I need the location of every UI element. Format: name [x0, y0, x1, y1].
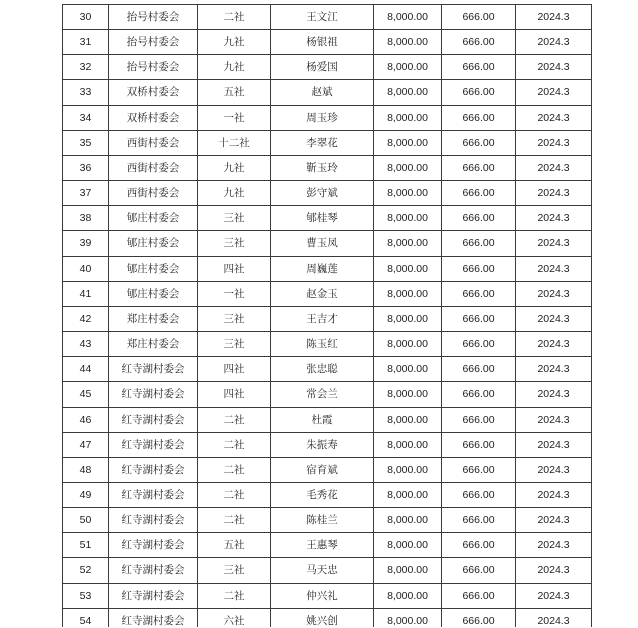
subsidy-cell: 666.00	[442, 105, 516, 130]
amount-cell: 8,000.00	[374, 332, 442, 357]
amount-cell: 8,000.00	[374, 457, 442, 482]
row-number-cell: 33	[63, 80, 109, 105]
table-row	[63, 382, 592, 407]
group-cell: 一社	[198, 281, 271, 306]
row-number-cell: 43	[63, 332, 109, 357]
village-committee-cell: 郑庄村委会	[109, 332, 198, 357]
row-number-cell: 34	[63, 105, 109, 130]
village-committee-cell: 红寺湖村委会	[109, 508, 198, 533]
group-cell: 三社	[198, 332, 271, 357]
table-row	[63, 306, 592, 331]
group-cell: 二社	[198, 583, 271, 608]
row-number-cell: 46	[63, 407, 109, 432]
date-cell: 2024.3	[516, 256, 592, 281]
table-row	[63, 583, 592, 608]
date-cell: 2024.3	[516, 332, 592, 357]
table-row	[63, 332, 592, 357]
group-cell: 十二社	[198, 130, 271, 155]
name-cell: 朱振寿	[271, 432, 374, 457]
village-committee-cell: 红寺湖村委会	[109, 357, 198, 382]
group-cell: 九社	[198, 181, 271, 206]
row-number-cell: 54	[63, 608, 109, 627]
village-committee-cell: 红寺湖村委会	[109, 558, 198, 583]
subsidy-cell: 666.00	[442, 55, 516, 80]
date-cell: 2024.3	[516, 155, 592, 180]
row-number-cell: 50	[63, 508, 109, 533]
date-cell: 2024.3	[516, 206, 592, 231]
subsidy-cell: 666.00	[442, 5, 516, 30]
village-committee-cell: 红寺湖村委会	[109, 533, 198, 558]
row-number-cell: 42	[63, 306, 109, 331]
name-cell: 王文江	[271, 5, 374, 30]
date-cell: 2024.3	[516, 281, 592, 306]
name-cell: 周玉珍	[271, 105, 374, 130]
amount-cell: 8,000.00	[374, 407, 442, 432]
row-number-cell: 40	[63, 256, 109, 281]
date-cell: 2024.3	[516, 432, 592, 457]
group-cell: 二社	[198, 432, 271, 457]
group-cell: 九社	[198, 55, 271, 80]
row-number-cell: 30	[63, 5, 109, 30]
name-cell: 赵金玉	[271, 281, 374, 306]
subsidy-cell: 666.00	[442, 357, 516, 382]
date-cell: 2024.3	[516, 508, 592, 533]
amount-cell: 8,000.00	[374, 231, 442, 256]
table-row	[63, 155, 592, 180]
date-cell: 2024.3	[516, 30, 592, 55]
amount-cell: 8,000.00	[374, 206, 442, 231]
table-row	[63, 55, 592, 80]
amount-cell: 8,000.00	[374, 558, 442, 583]
village-committee-cell: 红寺湖村委会	[109, 482, 198, 507]
name-cell: 彭守斌	[271, 181, 374, 206]
date-cell: 2024.3	[516, 533, 592, 558]
group-cell: 九社	[198, 30, 271, 55]
group-cell: 六社	[198, 608, 271, 627]
group-cell: 五社	[198, 533, 271, 558]
table-row	[63, 80, 592, 105]
amount-cell: 8,000.00	[374, 382, 442, 407]
amount-cell: 8,000.00	[374, 357, 442, 382]
village-committee-cell: 红寺湖村委会	[109, 583, 198, 608]
row-number-cell: 47	[63, 432, 109, 457]
village-committee-cell: 抬号村委会	[109, 55, 198, 80]
group-cell: 三社	[198, 231, 271, 256]
date-cell: 2024.3	[516, 80, 592, 105]
row-number-cell: 35	[63, 130, 109, 155]
amount-cell: 8,000.00	[374, 30, 442, 55]
subsidy-cell: 666.00	[442, 155, 516, 180]
group-cell: 二社	[198, 5, 271, 30]
group-cell: 一社	[198, 105, 271, 130]
group-cell: 四社	[198, 357, 271, 382]
amount-cell: 8,000.00	[374, 306, 442, 331]
name-cell: 陈桂兰	[271, 508, 374, 533]
amount-cell: 8,000.00	[374, 281, 442, 306]
name-cell: 杨银祖	[271, 30, 374, 55]
subsidy-cell: 666.00	[442, 457, 516, 482]
name-cell: 张忠聪	[271, 357, 374, 382]
row-number-cell: 53	[63, 583, 109, 608]
amount-cell: 8,000.00	[374, 533, 442, 558]
table-row	[63, 608, 592, 627]
date-cell: 2024.3	[516, 181, 592, 206]
amount-cell: 8,000.00	[374, 155, 442, 180]
amount-cell: 8,000.00	[374, 181, 442, 206]
date-cell: 2024.3	[516, 583, 592, 608]
village-committee-cell: 双桥村委会	[109, 105, 198, 130]
subsidy-cell: 666.00	[442, 256, 516, 281]
name-cell: 赵斌	[271, 80, 374, 105]
name-cell: 王吉才	[271, 306, 374, 331]
table-body	[63, 5, 592, 628]
name-cell: 马天忠	[271, 558, 374, 583]
village-committee-cell: 双桥村委会	[109, 80, 198, 105]
subsidy-cell: 666.00	[442, 482, 516, 507]
subsidy-cell: 666.00	[442, 181, 516, 206]
name-cell: 周巍莲	[271, 256, 374, 281]
table-row	[63, 105, 592, 130]
group-cell: 二社	[198, 508, 271, 533]
subsidy-cell: 666.00	[442, 533, 516, 558]
village-committee-cell: 郇庄村委会	[109, 231, 198, 256]
amount-cell: 8,000.00	[374, 608, 442, 627]
group-cell: 四社	[198, 256, 271, 281]
subsidy-cell: 666.00	[442, 306, 516, 331]
amount-cell: 8,000.00	[374, 508, 442, 533]
group-cell: 九社	[198, 155, 271, 180]
subsidy-cell: 666.00	[442, 332, 516, 357]
table-row	[63, 533, 592, 558]
date-cell: 2024.3	[516, 482, 592, 507]
village-committee-cell: 红寺湖村委会	[109, 382, 198, 407]
date-cell: 2024.3	[516, 558, 592, 583]
table-row	[63, 432, 592, 457]
name-cell: 宿育斌	[271, 457, 374, 482]
table-row	[63, 281, 592, 306]
amount-cell: 8,000.00	[374, 130, 442, 155]
row-number-cell: 38	[63, 206, 109, 231]
subsidy-cell: 666.00	[442, 30, 516, 55]
date-cell: 2024.3	[516, 130, 592, 155]
table-row	[63, 357, 592, 382]
date-cell: 2024.3	[516, 407, 592, 432]
village-committee-cell: 红寺湖村委会	[109, 457, 198, 482]
table-row	[63, 5, 592, 30]
table-row	[63, 181, 592, 206]
table-row	[63, 407, 592, 432]
village-committee-cell: 红寺湖村委会	[109, 432, 198, 457]
name-cell: 杨爱国	[271, 55, 374, 80]
date-cell: 2024.3	[516, 357, 592, 382]
amount-cell: 8,000.00	[374, 256, 442, 281]
village-committee-cell: 西街村委会	[109, 181, 198, 206]
table-row	[63, 558, 592, 583]
group-cell: 二社	[198, 457, 271, 482]
group-cell: 五社	[198, 80, 271, 105]
row-number-cell: 45	[63, 382, 109, 407]
name-cell: 仲兴礼	[271, 583, 374, 608]
row-number-cell: 32	[63, 55, 109, 80]
subsidy-cell: 666.00	[442, 281, 516, 306]
name-cell: 陈玉红	[271, 332, 374, 357]
name-cell: 靳玉玲	[271, 155, 374, 180]
table-row	[63, 457, 592, 482]
date-cell: 2024.3	[516, 231, 592, 256]
amount-cell: 8,000.00	[374, 5, 442, 30]
subsidy-cell: 666.00	[442, 231, 516, 256]
amount-cell: 8,000.00	[374, 482, 442, 507]
row-number-cell: 48	[63, 457, 109, 482]
village-committee-cell: 红寺湖村委会	[109, 608, 198, 627]
date-cell: 2024.3	[516, 608, 592, 627]
village-committee-cell: 郑庄村委会	[109, 306, 198, 331]
row-number-cell: 39	[63, 231, 109, 256]
amount-cell: 8,000.00	[374, 583, 442, 608]
row-number-cell: 36	[63, 155, 109, 180]
subsidy-cell: 666.00	[442, 432, 516, 457]
row-number-cell: 31	[63, 30, 109, 55]
amount-cell: 8,000.00	[374, 432, 442, 457]
table-row	[63, 256, 592, 281]
village-committee-cell: 抬号村委会	[109, 5, 198, 30]
row-number-cell: 44	[63, 357, 109, 382]
date-cell: 2024.3	[516, 306, 592, 331]
subsidy-cell: 666.00	[442, 80, 516, 105]
village-committee-cell: 红寺湖村委会	[109, 407, 198, 432]
name-cell: 王惠琴	[271, 533, 374, 558]
subsidy-cell: 666.00	[442, 608, 516, 627]
village-committee-cell: 抬号村委会	[109, 30, 198, 55]
name-cell: 毛秀花	[271, 482, 374, 507]
village-committee-cell: 郇庄村委会	[109, 281, 198, 306]
village-committee-cell: 郇庄村委会	[109, 206, 198, 231]
amount-cell: 8,000.00	[374, 80, 442, 105]
subsidy-cell: 666.00	[442, 583, 516, 608]
name-cell: 杜霞	[271, 407, 374, 432]
table-row	[63, 130, 592, 155]
date-cell: 2024.3	[516, 5, 592, 30]
group-cell: 二社	[198, 407, 271, 432]
table-row	[63, 206, 592, 231]
subsidy-table	[62, 4, 592, 627]
name-cell: 李翠花	[271, 130, 374, 155]
table-row	[63, 508, 592, 533]
subsidy-cell: 666.00	[442, 407, 516, 432]
row-number-cell: 51	[63, 533, 109, 558]
date-cell: 2024.3	[516, 382, 592, 407]
date-cell: 2024.3	[516, 105, 592, 130]
table-row	[63, 482, 592, 507]
village-committee-cell: 西街村委会	[109, 130, 198, 155]
date-cell: 2024.3	[516, 457, 592, 482]
row-number-cell: 41	[63, 281, 109, 306]
subsidy-cell: 666.00	[442, 382, 516, 407]
subsidy-cell: 666.00	[442, 130, 516, 155]
subsidy-cell: 666.00	[442, 508, 516, 533]
subsidy-cell: 666.00	[442, 206, 516, 231]
group-cell: 三社	[198, 206, 271, 231]
subsidy-cell: 666.00	[442, 558, 516, 583]
date-cell: 2024.3	[516, 55, 592, 80]
village-committee-cell: 郇庄村委会	[109, 256, 198, 281]
row-number-cell: 52	[63, 558, 109, 583]
group-cell: 二社	[198, 482, 271, 507]
row-number-cell: 37	[63, 181, 109, 206]
amount-cell: 8,000.00	[374, 105, 442, 130]
group-cell: 四社	[198, 382, 271, 407]
group-cell: 三社	[198, 558, 271, 583]
name-cell: 常会兰	[271, 382, 374, 407]
table-row	[63, 231, 592, 256]
name-cell: 曹玉凤	[271, 231, 374, 256]
village-committee-cell: 西街村委会	[109, 155, 198, 180]
name-cell: 姚兴创	[271, 608, 374, 627]
group-cell: 三社	[198, 306, 271, 331]
amount-cell: 8,000.00	[374, 55, 442, 80]
table-row	[63, 30, 592, 55]
row-number-cell: 49	[63, 482, 109, 507]
name-cell: 郇桂琴	[271, 206, 374, 231]
